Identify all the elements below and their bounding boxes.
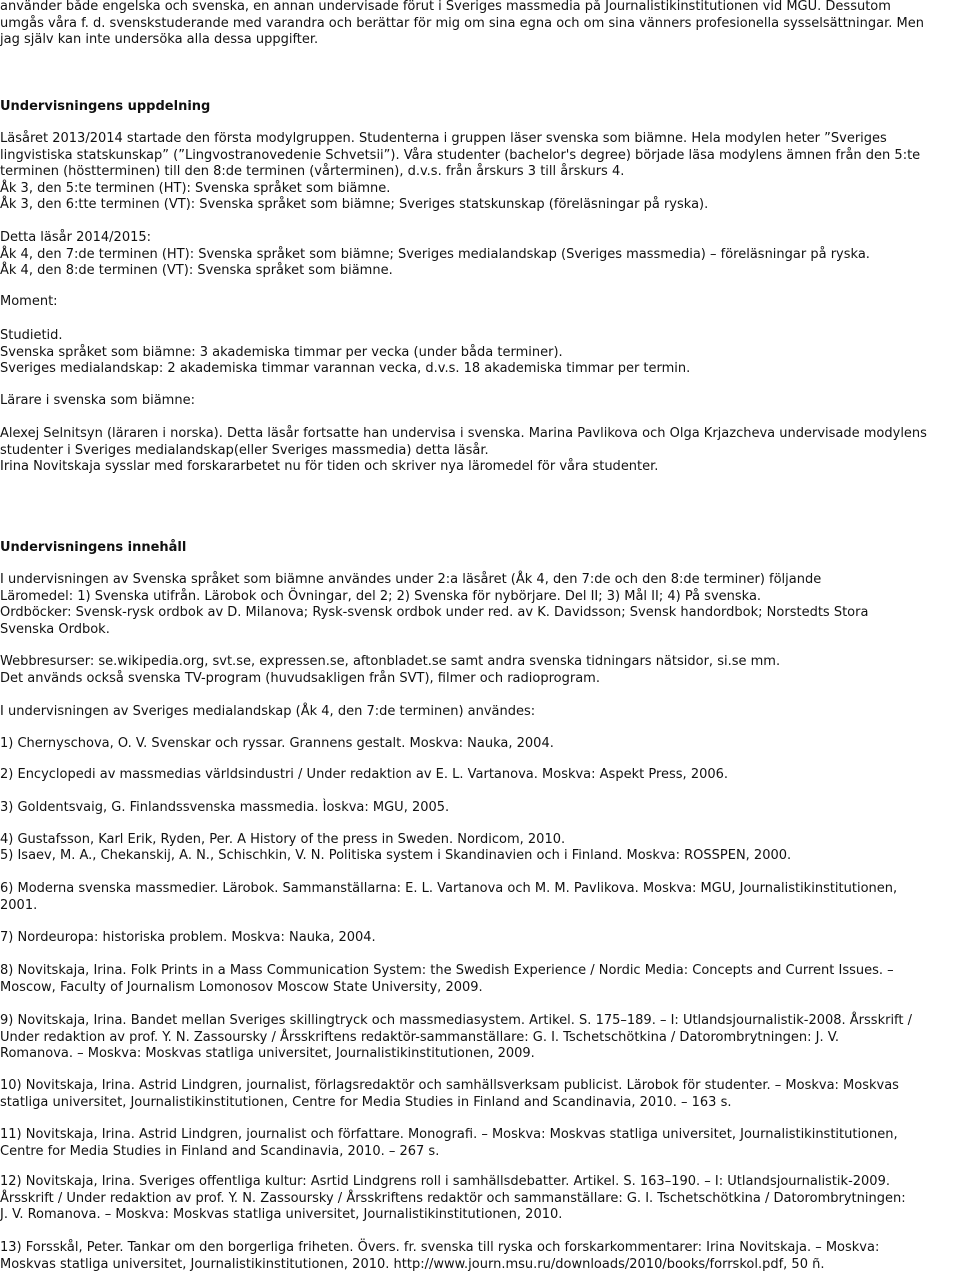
text-line: I undervisningen av Sveriges medialandskap (Åk 4, den 7:de terminen) användes:	[0, 704, 536, 719]
reference-item	[0, 1013, 958, 1063]
larare-paragraph	[0, 426, 958, 476]
text-line: Det används också svenska TV-program (huvudsakligen från SVT), filmer och radioprogram.	[0, 670, 600, 686]
reference-item	[0, 1174, 958, 1224]
larare-label	[0, 393, 958, 410]
reference-item	[0, 767, 958, 784]
text-line: terminen (höstterminen) till den 8:de terminen (vårterminen), d.v.s. från årskurs 3 till årskurs 4.	[0, 164, 625, 180]
text-line: Sveriges medialandskap: 2 akademiska timmar varannan vecka, d.v.s. 18 akademiska timmar per termin.	[0, 361, 691, 377]
text-line: Moment:	[0, 294, 58, 309]
section-heading: Undervisningens uppdelning	[0, 99, 211, 114]
reference-line: 9) Novitskaja, Irina. Bandet mellan Sveriges skillingtryck och massmediasystem. Artikel. S. 175–189. – I: Utlandsjournalistik-2008. Årsskrift /	[0, 1013, 913, 1028]
reference-line: 11) Novitskaja, Irina. Astrid Lindgren, journalist och författare. Monografi. – Moskva: Moskvas statliga universitet, Journalistikinstitutionen,	[0, 1127, 898, 1142]
reference-line: 5) Isaev, M. A., Chekanskij, A. N., Schischkin, V. N. Politiska system i Skandinavien och i Finland. Moskva: ROSSPEN, 2000.	[0, 848, 792, 863]
text-line: Åk 4, den 7:de terminen (HT): Svenska språket som biämne; Sveriges medialandskap (Sveriges massmedia) – föreläsningar på ryska.	[0, 246, 870, 262]
section-heading-innehall	[0, 540, 958, 557]
text-line: Webbresurser: se.wikipedia.org, svt.se, expressen.se, aftonbladet.se samt andra svenska tidningars nätsidor, si.se mm.	[0, 654, 781, 669]
reference-line: 2001.	[0, 897, 38, 913]
studietid-paragraph	[0, 328, 958, 378]
reference-line: 13) Forsskål, Peter. Tankar om den borgerliga friheten. Övers. fr. svenska till ryska och forskarkommentarer: Irina Novitskaja. – Moskva:	[0, 1240, 880, 1255]
reference-line: statliga universitet, Journalistikinstitutionen, Centre for Media Studies in Finland and Scandinavia, 2010. – 163 s.	[0, 1094, 732, 1110]
text-line: Studietid.	[0, 328, 63, 343]
text-line: Läromedel: 1) Svenska utifrån. Lärobok och Övningar, del 2; 2) Svenska för nybörjare. Del II; 3) Mål II; 4) På svenska.	[0, 588, 762, 604]
reference-item	[0, 1240, 958, 1273]
reference-item	[0, 848, 958, 865]
text-line: Läsåret 2013/2014 startade den första modylgruppen. Studenterna i gruppen läser svenska som biämne. Hela modylen heter ”Sveriges	[0, 131, 887, 146]
text-line: använder både engelska och svenska, en annan undervisade förut i Sveriges massmedia på Journalistikinstitutionen vid MGU. Dessutom	[0, 0, 891, 14]
reference-item	[0, 832, 958, 849]
innehall-paragraph	[0, 572, 958, 638]
reference-line: 6) Moderna svenska massmedier. Lärobok. Sammanställarna: E. L. Vartanova och M. M. Pavlikova. Moskva: MGU, Journalistikinstitutionen,	[0, 881, 898, 896]
uppdelning-paragraph	[0, 131, 958, 214]
year-paragraph	[0, 230, 958, 280]
text-line: umgås våra f. d. svenskstuderande med varandra och berättar för mig om sina egna och om sina vänners profesionella sysselsättningar. Men	[0, 15, 924, 31]
web-paragraph	[0, 654, 958, 687]
reference-line: 1) Chernyschova, O. V. Svenskar och ryssar. Grannens gestalt. Moskva: Nauka, 2004.	[0, 736, 554, 751]
text-line: Åk 3, den 6:tte terminen (VT): Svenska språket som biämne; Sveriges statskunskap (föreläsningar på ryska).	[0, 197, 709, 213]
text-line: Lärare i svenska som biämne:	[0, 393, 195, 408]
text-line: studenter i Sveriges medialandskap(eller Sveriges massmedia) detta läsår.	[0, 442, 489, 458]
text-line: Ordböcker: Svensk-rysk ordbok av D. Milanova; Rysk-svensk ordbok under red. av K. Davidsson; Svensk handordbok; Norstedts Stora	[0, 605, 869, 621]
reference-line: 10) Novitskaja, Irina. Astrid Lindgren, journalist, förlagsredaktör och samhällsverksam publicist. Lärobok för studenter. – Moskva: Moskvas	[0, 1078, 899, 1093]
reference-line: Under redaktion av prof. Y. N. Zassoursky / Årsskriftens redaktör-sammanställare: G. I. Tschetschötkina / Datorombrytningen: J. V.	[0, 1029, 840, 1045]
reference-line: Årsskrift / Under redaktion av prof. Y. N. Zassoursky / Årsskriftens redaktör och sammanställare: G. I. Tschetschötkina / Datorombrytningen:	[0, 1190, 906, 1206]
reference-line: Moskvas statliga universitet, Journalistikinstitutionen, 2010. http://www.journ.msu.ru/downloads/2010/books/forrskol.pdf, 50 ñ.	[0, 1256, 825, 1272]
reference-item	[0, 800, 958, 817]
text-line: lingvistiska statskunskap” (”Lingvostranovedenie Schvetsii”). Våra studenter (bachelor's degree) började läsa modylens ämnen från den 5:te	[0, 147, 921, 163]
intro-paragraph	[0, 0, 958, 49]
reference-line: J. V. Romanova. – Moskva: Moskvas statliga universitet, Journalistikinstitutionen, 2010.	[0, 1207, 563, 1223]
reference-item	[0, 1127, 958, 1160]
section-heading-uppdelning	[0, 99, 958, 116]
reference-item	[0, 736, 958, 753]
text-line: Svenska Ordbok.	[0, 621, 110, 637]
text-line: Svenska språket som biämne: 3 akademiska timmar per vecka (under båda terminer).	[0, 344, 563, 360]
text-line: Detta läsår 2014/2015:	[0, 230, 152, 245]
reference-line: 3) Goldentsvaig, G. Finlandssvenska massmedia. Ìoskva: MGU, 2005.	[0, 800, 450, 815]
reference-line: 7) Nordeuropa: historiska problem. Moskva: Nauka, 2004.	[0, 930, 376, 945]
media-intro	[0, 704, 958, 721]
text-line: I undervisningen av Svenska språket som biämne användes under 2:a läsåret (Åk 4, den 7:de och den 8:de terminer) följande	[0, 572, 822, 587]
text-line: jag själv kan inte undersöka alla dessa uppgifter.	[0, 32, 319, 48]
reference-item	[0, 881, 958, 914]
reference-line: Romanova. – Moskva: Moskvas statliga universitet, Journalistikinstitutionen, 2009.	[0, 1046, 535, 1062]
text-line: Åk 3, den 5:te terminen (HT): Svenska språket som biämne.	[0, 180, 391, 196]
reference-item	[0, 1078, 958, 1111]
reference-item	[0, 930, 958, 947]
section-heading: Undervisningens innehåll	[0, 540, 187, 555]
reference-item	[0, 963, 958, 996]
moment-label	[0, 294, 958, 311]
text-line: Åk 4, den 8:de terminen (VT): Svenska språket som biämne.	[0, 263, 393, 279]
text-line: Irina Novitskaja sysslar med forskararbetet nu för tiden och skriver nya läromedel för våra studenter.	[0, 459, 659, 475]
text-line: Alexej Selnitsyn (läraren i norska). Detta läsår fortsatte han undervisa i svenska. Marina Pavlikova och Olga Krjazcheva undervisade modylens	[0, 426, 927, 441]
reference-line: Centre for Media Studies in Finland and Scandinavia, 2010. – 267 s.	[0, 1143, 440, 1159]
reference-line: 12) Novitskaja, Irina. Sveriges offentliga kultur: Asrtid Lindgrens roll i samhällsdebatter. Artikel. S. 163–190. – I: Utlandsjournalistik-2009.	[0, 1174, 890, 1189]
reference-line: Moscow, Faculty of Journalism Lomonosov Moscow State University, 2009.	[0, 979, 483, 995]
reference-line: 4) Gustafsson, Karl Erik, Ryden, Per. A History of the press in Sweden. Nordicom, 2010.	[0, 832, 566, 847]
reference-line: 8) Novitskaja, Irina. Folk Prints in a Mass Communication System: the Swedish Experience / Nordic Media: Concepts and Current Issues. –	[0, 963, 894, 978]
reference-line: 2) Encyclopedi av massmedias världsindustri / Under redaktion av E. L. Vartanova. Moskva: Aspekt Press, 2006.	[0, 767, 729, 782]
